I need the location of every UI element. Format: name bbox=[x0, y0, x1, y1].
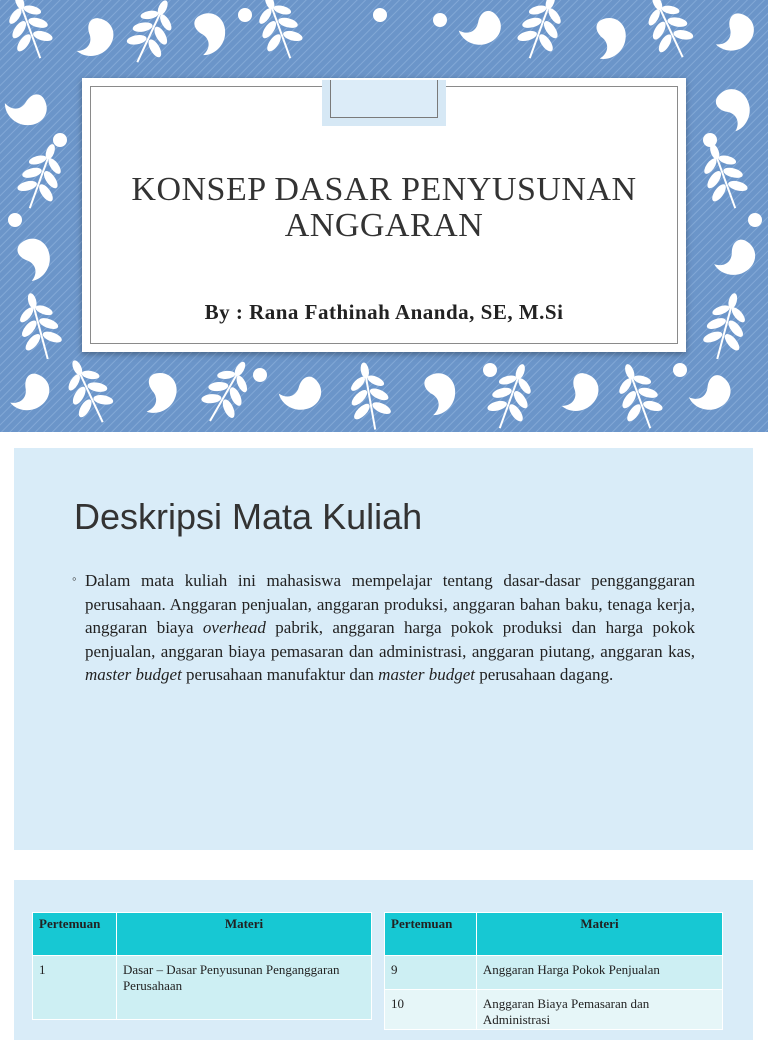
title-slide bbox=[0, 0, 768, 432]
header-pertemuan: Pertemuan bbox=[33, 913, 117, 956]
row-number: 1 bbox=[33, 956, 117, 1020]
row-materi: Anggaran Harga Pokok Penjualan bbox=[476, 956, 722, 990]
table-row bbox=[33, 956, 372, 1020]
header-materi: Materi bbox=[476, 913, 722, 956]
row-number: 9 bbox=[385, 956, 477, 990]
title-line-2: ANGGARAN bbox=[284, 207, 484, 244]
slide-title bbox=[92, 172, 676, 244]
schedule-table-left bbox=[32, 912, 372, 1020]
para-text-4: perusahaan dagang. bbox=[474, 665, 614, 685]
row-materi: Anggaran Biaya Pemasaran dan Administrasi bbox=[476, 990, 722, 1030]
para-text-3: perusahaan manufaktur dan bbox=[181, 665, 379, 685]
header-materi: Materi bbox=[116, 913, 371, 956]
schedule-table-right bbox=[384, 912, 723, 1030]
author-byline: By : Rana Fathinah Ananda, SE, M.Si bbox=[204, 300, 564, 324]
header-pertemuan: Pertemuan bbox=[385, 913, 477, 956]
para-overhead: overhead bbox=[202, 618, 266, 638]
description-paragraph bbox=[85, 569, 695, 687]
para-master-budget-2: master budget bbox=[378, 665, 475, 685]
para-text-2: pabrik, anggaran harga pokok produksi dan harga pokok penjualan, anggaran biaya pemasaran dan administrasi, anggaran piutang, anggaran kas, bbox=[85, 618, 695, 661]
para-master-budget-1: master budget bbox=[85, 665, 182, 685]
bullet-icon: ◦ bbox=[72, 571, 77, 586]
slide-heading: Deskripsi Mata Kuliah bbox=[74, 496, 423, 537]
table-row bbox=[385, 956, 723, 990]
para-text-1: Dalam mata kuliah ini mahasiswa mempelajar tentang dasar-dasar pengganggaran perusahaan. Anggaran penjualan, anggaran produksi, anggaran bahan baku, tenaga kerja, anggaran biaya bbox=[85, 571, 695, 638]
row-materi: Dasar – Dasar Penyusunan Penganggaran Perusahaan bbox=[116, 956, 371, 1020]
title-tab-decoration bbox=[322, 80, 446, 126]
title-line-1: KONSEP DASAR PENYUSUNAN bbox=[131, 171, 637, 208]
row-number: 10 bbox=[385, 990, 477, 1030]
